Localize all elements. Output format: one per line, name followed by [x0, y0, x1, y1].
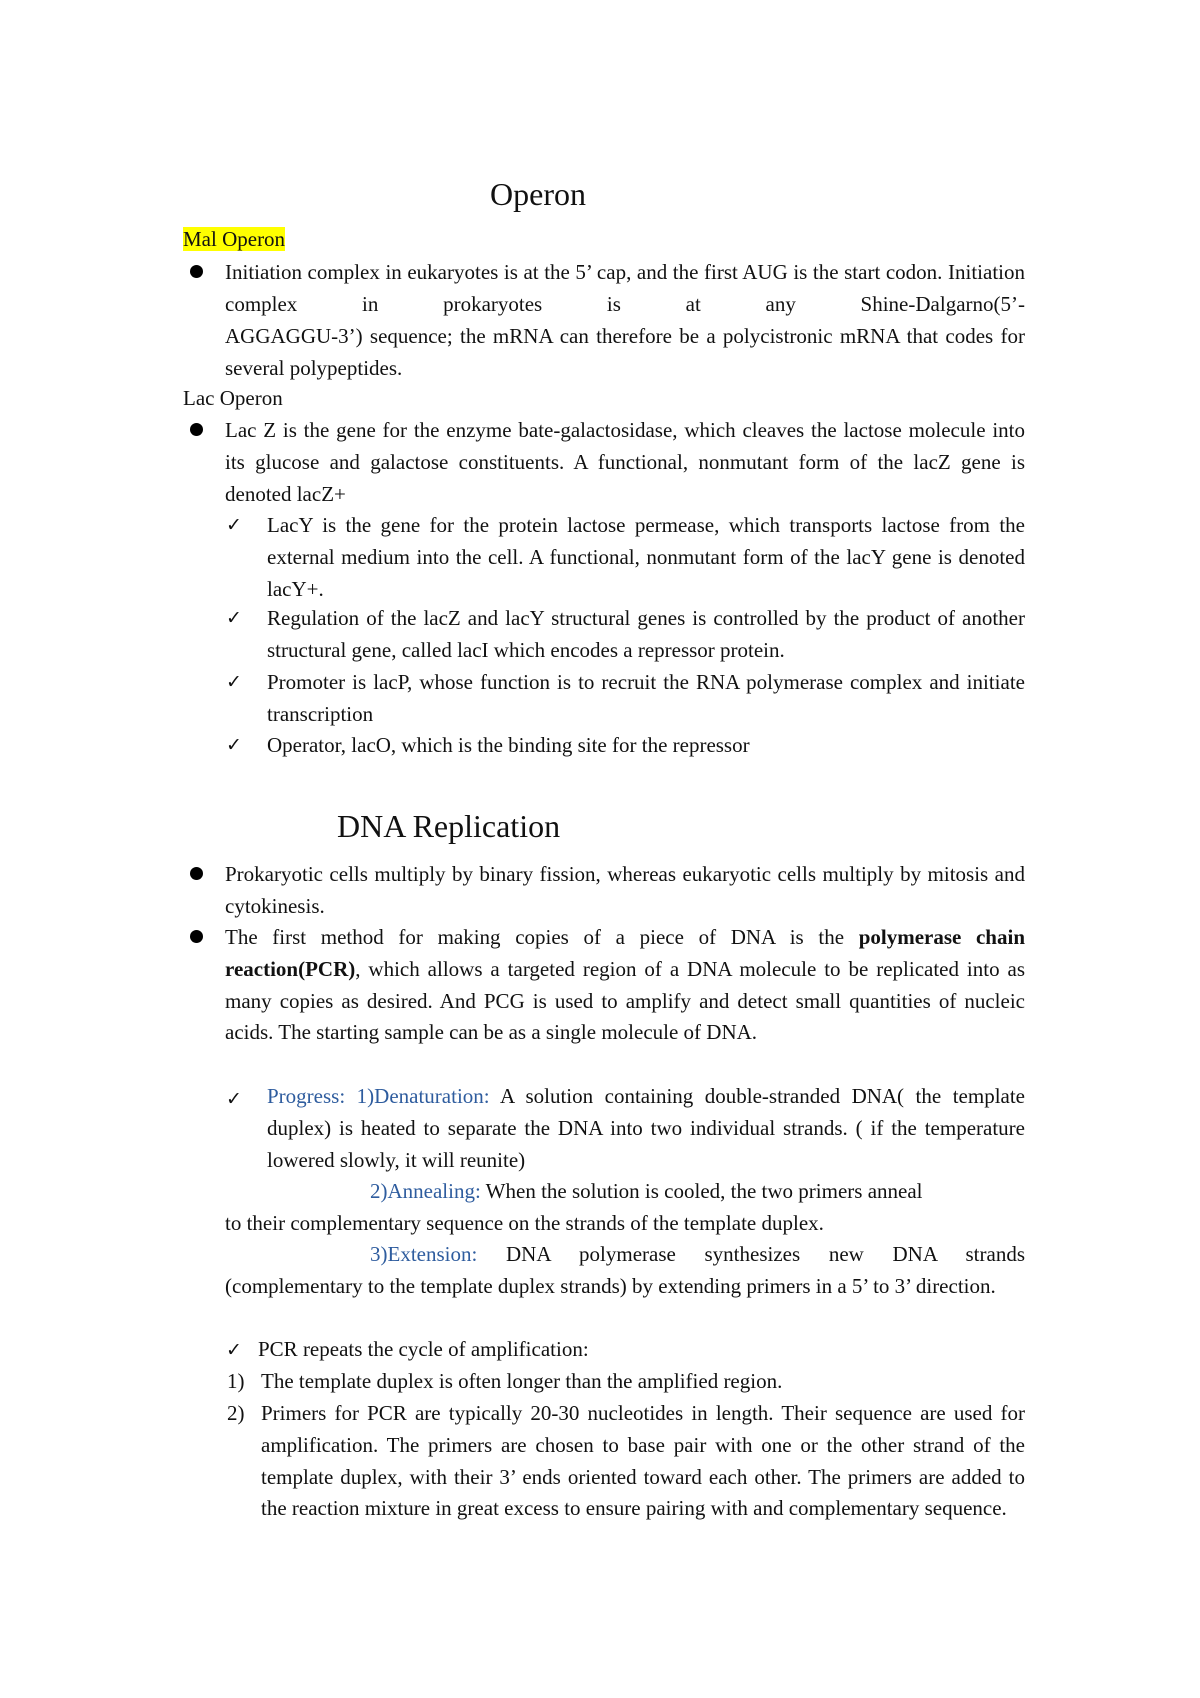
- progress-label: Progress: 1)Denaturation:: [267, 1084, 490, 1108]
- pcr-term: polymerase chain reaction(PCR): [225, 925, 1025, 981]
- annealing-text: [225, 1176, 1025, 1208]
- mal-operon-heading: [183, 224, 285, 254]
- lac-check-item: LacY is the gene for the protein lactose permease, which transports lactose from the external medium into the cell. A functional, nonmutant form of the lacY gene is denoted lacY+.: [267, 513, 1025, 601]
- denaturation-text: [267, 1081, 1025, 1176]
- check-icon: ✓: [226, 1088, 242, 1110]
- lac-check-item: Promoter is lacP, whose function is to recruit the RNA polymerase complex and initiate transcription: [267, 670, 1025, 726]
- annealing-label: 2)Annealing:: [370, 1179, 481, 1203]
- pcr-intro-text: The first method for making copies of a piece of DNA is the: [225, 925, 859, 949]
- bullet-icon: [190, 265, 203, 278]
- numbered-label: 2): [227, 1401, 245, 1425]
- numbered-item: The template duplex is often longer than the amplified region.: [261, 1369, 783, 1393]
- denaturation-body: A solution containing double-stranded DNA( the template duplex) is heated to separate the DNA into two individual strands. ( if the temperature lowered slowly, it will reunite): [267, 1084, 1026, 1172]
- highlighted-heading: Mal Operon: [183, 227, 286, 251]
- pcr-rest-text: , which allows a targeted region of a DNA molecule to be replicated into as many copies as desired. And PCG is used to amplify and detect small quantities of nucleic acids. The starting sample can be as a single molecule of DNA.: [225, 956, 1025, 1045]
- bullet-icon: [190, 930, 203, 943]
- lac-check-item: Regulation of the lacZ and lacY structural genes is controlled by the product of another structural gene, called lacI which encodes a repressor protein.: [267, 606, 1025, 662]
- check-icon: ✓: [226, 1339, 242, 1361]
- numbered-item: Primers for PCR are typically 20-30 nucleotides in length. Their sequence are used for amplification. The primers are chosen to base pair with one or the other strand of the template duplex, with their 3’ ends oriented toward each other. The primers are added to the reaction mixture in great excess to ensure pairing with and complementary sequence.: [261, 1401, 1025, 1521]
- pcr-repeat-text: PCR repeats the cycle of amplification:: [258, 1337, 589, 1361]
- annealing-text-cont: to their complementary sequence on the strands of the template duplex.: [225, 1211, 824, 1235]
- numbered-label: 1): [227, 1369, 245, 1393]
- check-icon: ✓: [226, 671, 242, 693]
- check-icon: ✓: [226, 607, 242, 629]
- extension-label: 3)Extension:: [370, 1242, 478, 1266]
- bullet-icon: [190, 867, 203, 880]
- lac-operon-heading: Lac Operon: [183, 386, 283, 410]
- lac-bullet-text: Lac Z is the gene for the enzyme bate-galactosidase, which cleaves the lactose molecule into its glucose and galactose constituents. A functional, nonmutant form of the lacZ gene is denoted lacZ+: [225, 418, 1025, 506]
- check-icon: ✓: [226, 514, 242, 536]
- mal-bullet-text-a: Initiation complex in eukaryotes is at the 5’ cap, and the first AUG is the start codon. Initiation complex in prokaryotes is at any Shine-Dalgarno(5’-: [225, 260, 1025, 316]
- operon-title: Operon: [490, 176, 586, 212]
- bullet-icon: [190, 423, 203, 436]
- dna-bullet-2: [225, 922, 1025, 1049]
- extension-body-1: DNA polymerase synthesizes new DNA strands: [477, 1242, 1025, 1266]
- dna-bullet-1: Prokaryotic cells multiply by binary fission, whereas eukaryotic cells multiply by mitosis and cytokinesis.: [225, 862, 1025, 918]
- mal-bullet-text-b: AGGAGGU-3’) sequence; the mRNA can therefore be a polycistronic mRNA that codes for several polypeptides.: [225, 324, 1025, 380]
- extension-text: [225, 1239, 1025, 1271]
- extension-text-cont: (complementary to the template duplex strands) by extending primers in a 5’ to 3’ direction.: [225, 1274, 996, 1298]
- lac-check-item: Operator, lacO, which is the binding site for the repressor: [267, 733, 750, 757]
- check-icon: ✓: [226, 734, 242, 756]
- annealing-body-1: When the solution is cooled, the two primers anneal: [480, 1179, 923, 1203]
- dna-replication-title: DNA Replication: [337, 808, 561, 844]
